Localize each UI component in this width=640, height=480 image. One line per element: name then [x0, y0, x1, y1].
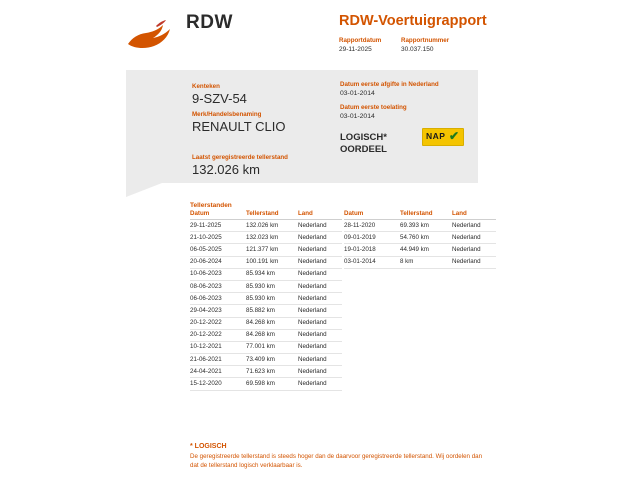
cell-reading: 85.882 km [246, 305, 298, 317]
cell-country: Nederland [298, 378, 342, 390]
cell-reading: 121.377 km [246, 244, 298, 256]
cell-date: 21-10-2025 [190, 232, 246, 244]
cell-date: 29-11-2025 [190, 220, 246, 232]
page-title: RDW-Voertuigrapport [339, 13, 487, 29]
cell-country: Nederland [298, 244, 342, 256]
cell-country: Nederland [298, 220, 342, 232]
cell-country: Nederland [298, 305, 342, 317]
footnote-title: * LOGISCH [190, 443, 227, 450]
meta-report-number-label: Rapportnummer [401, 37, 450, 44]
cell-country: Nederland [298, 329, 342, 341]
cell-country: Nederland [298, 293, 342, 305]
cell-country: Nederland [298, 366, 342, 378]
cell-date: 03-01-2014 [344, 256, 400, 268]
cell-date: 19-01-2018 [344, 244, 400, 256]
cell-country: Nederland [298, 268, 342, 280]
cell-country: Nederland [452, 232, 496, 244]
cell-date: 24-04-2021 [190, 366, 246, 378]
column-header-reading: Tellerstand [246, 210, 298, 220]
verdict-line-2: OORDEEL [340, 144, 387, 155]
footnote-line-1: De geregistreerde tellerstand is steeds hoger dan de daarvoor geregistreerde tellerstand. Wij oordelen dan [190, 453, 483, 460]
cell-reading: 69.598 km [246, 378, 298, 390]
column-header-country: Land [298, 210, 342, 220]
vehicle-brand-label: Merk/Handelsbenaming [192, 111, 262, 118]
cell-date: 06-06-2023 [190, 293, 246, 305]
table-header-row [344, 210, 496, 220]
cell-reading: 85.930 km [246, 280, 298, 292]
verdict-text [340, 132, 387, 156]
cell-reading: 84.268 km [246, 317, 298, 329]
cell-reading: 132.023 km [246, 232, 298, 244]
table-row [344, 220, 496, 232]
cell-country: Nederland [298, 317, 342, 329]
vehicle-summary-panel [126, 70, 478, 183]
table-row [190, 220, 342, 232]
odometer-block [192, 153, 288, 178]
first-admission-nl-label: Datum eerste afgifte in Nederland [340, 81, 439, 88]
cell-date: 06-05-2025 [190, 244, 246, 256]
table-row [190, 280, 342, 292]
cell-country: Nederland [452, 244, 496, 256]
column-header-date: Datum [344, 210, 400, 220]
cell-date: 20-12-2022 [190, 317, 246, 329]
cell-reading: 71.623 km [246, 366, 298, 378]
cell-date: 15-12-2020 [190, 378, 246, 390]
cell-reading: 84.268 km [246, 329, 298, 341]
meta-report-date-value: 29-11-2025 [339, 46, 372, 53]
odometer-label: Laatst geregistreerde tellerstand [192, 154, 288, 161]
report-meta [339, 36, 449, 55]
column-header-country: Land [452, 210, 496, 220]
cell-reading: 85.930 km [246, 293, 298, 305]
nap-status-badge [422, 128, 464, 146]
rdw-flame-logo-icon [126, 18, 176, 52]
license-plate-block [192, 82, 247, 107]
check-icon: ✔ [449, 129, 460, 143]
cell-date: 28-11-2020 [344, 220, 400, 232]
footnote [190, 443, 490, 470]
cell-reading: 54.760 km [400, 232, 452, 244]
cell-country: Nederland [298, 232, 342, 244]
cell-reading: 77.001 km [246, 341, 298, 353]
cell-date: 10-12-2021 [190, 341, 246, 353]
readings-section-title: Tellerstanden [190, 202, 232, 209]
cell-date: 21-06-2021 [190, 354, 246, 366]
table-row [190, 268, 342, 280]
table-row [190, 329, 342, 341]
cell-reading: 100.191 km [246, 256, 298, 268]
cell-date: 09-01-2019 [344, 232, 400, 244]
table-header-row [190, 210, 342, 220]
table-row [190, 354, 342, 366]
footnote-line-2: dat de tellerstand logisch verklaarbaar is. [190, 461, 303, 469]
cell-date: 10-06-2023 [190, 268, 246, 280]
nap-badge-label: NAP [426, 131, 446, 141]
vehicle-brand-value: RENAULT CLIO [192, 119, 286, 134]
cell-reading: 85.934 km [246, 268, 298, 280]
table-row [190, 341, 342, 353]
cell-country: Nederland [298, 256, 342, 268]
verdict-line-1: LOGISCH* [340, 132, 387, 143]
table-row [190, 305, 342, 317]
table-row [344, 244, 496, 256]
cell-date: 20-06-2024 [190, 256, 246, 268]
column-header-date: Datum [190, 210, 246, 220]
readings-table-left [190, 210, 342, 391]
first-admission-nl-block [340, 80, 439, 99]
license-plate-label: Kenteken [192, 83, 220, 90]
column-header-reading: Tellerstand [400, 210, 452, 220]
table-row [190, 366, 342, 378]
document-header [126, 6, 487, 62]
brand-title: RDW [186, 12, 233, 33]
table-row [190, 293, 342, 305]
cell-country: Nederland [452, 256, 496, 268]
cell-reading: 8 km [400, 256, 452, 268]
cell-reading: 44.949 km [400, 244, 452, 256]
first-authorization-block [340, 103, 407, 122]
first-admission-nl-value: 03-01-2014 [340, 90, 375, 97]
meta-report-number-value: 30.037.150 [401, 46, 434, 53]
table-row [190, 378, 342, 390]
table-row [190, 317, 342, 329]
odometer-value: 132.026 km [192, 162, 260, 177]
license-plate-value: 9-SZV-54 [192, 91, 247, 106]
readings-table-right [344, 210, 496, 269]
cell-reading: 132.026 km [246, 220, 298, 232]
table-row [190, 232, 342, 244]
vehicle-brand-block [192, 110, 285, 135]
table-row [190, 256, 342, 268]
cell-reading: 69.393 km [400, 220, 452, 232]
cell-country: Nederland [298, 354, 342, 366]
cell-country: Nederland [452, 220, 496, 232]
cell-date: 20-12-2022 [190, 329, 246, 341]
meta-report-date-label: Rapportdatum [339, 37, 382, 44]
cell-date: 29-04-2023 [190, 305, 246, 317]
cell-country: Nederland [298, 280, 342, 292]
cell-country: Nederland [298, 341, 342, 353]
first-authorization-value: 03-01-2014 [340, 113, 375, 120]
meta-report-date [339, 36, 401, 55]
panel-corner-notch [126, 183, 162, 197]
cell-reading: 73.409 km [246, 354, 298, 366]
meta-report-number [401, 36, 449, 55]
cell-date: 08-06-2023 [190, 280, 246, 292]
table-row [344, 232, 496, 244]
table-row [344, 256, 496, 268]
first-authorization-label: Datum eerste toelating [340, 104, 407, 111]
table-row [190, 244, 342, 256]
